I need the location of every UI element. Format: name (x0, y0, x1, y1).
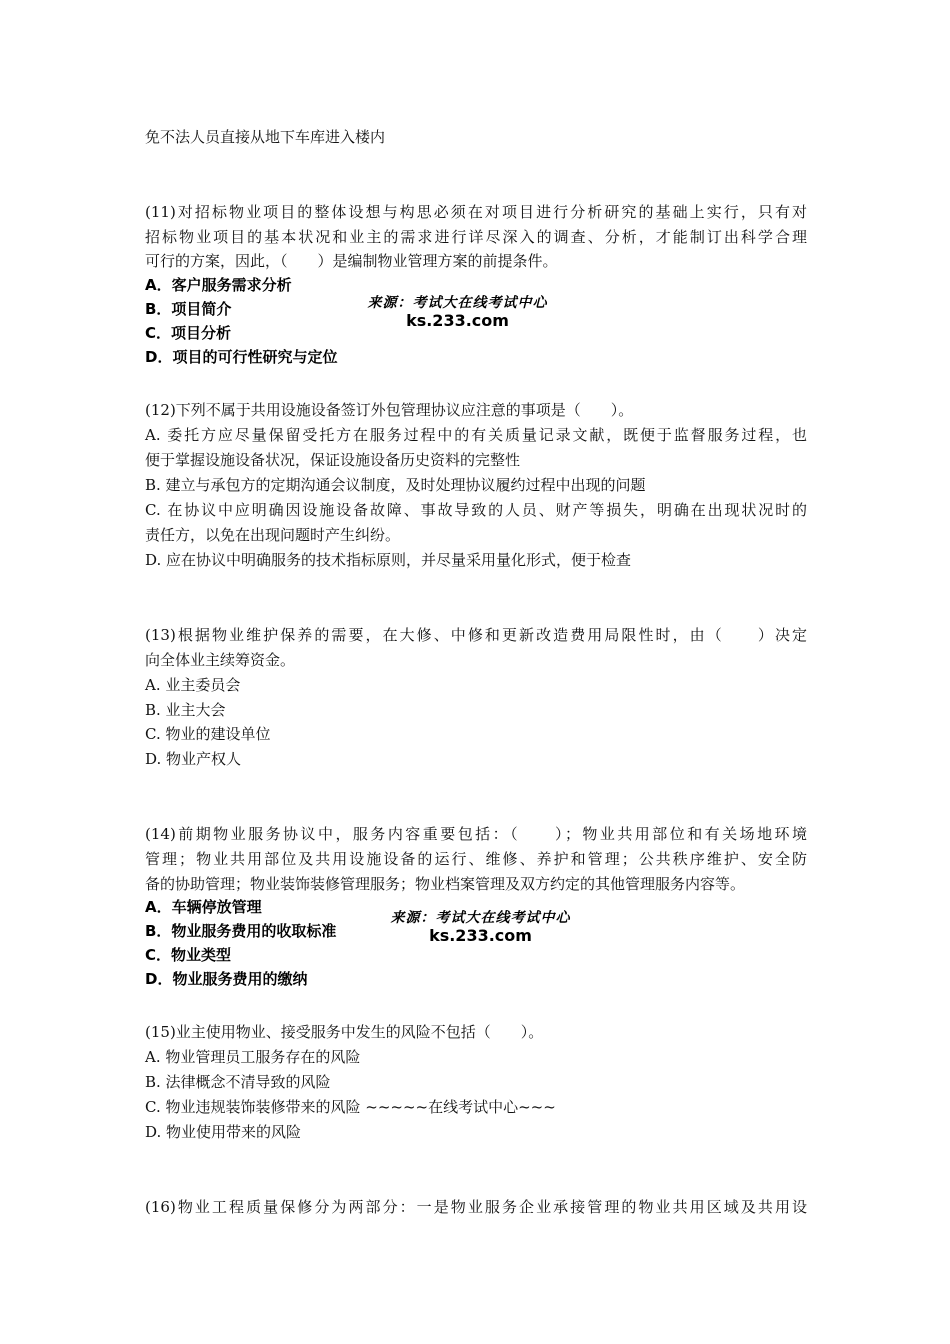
q11-option-c: C．项目分析 (145, 324, 232, 342)
q12-option-d: D. 应在协议中明确服务的技术指标原则，并尽量采用量化形式，便于检查 (145, 551, 632, 569)
q15-option-b: B. 法律概念不清导致的风险 (145, 1073, 331, 1091)
q11-watermark-source: 来源：考试大在线考试中心 (367, 295, 548, 311)
q11-watermark (355, 294, 560, 330)
q13-stem-line-2: 向全体业主续筹资金。 (145, 651, 296, 669)
q11-option-b: B．项目简介 (145, 300, 232, 318)
q12-stem: (12)下列不属于共用设施设备签订外包管理协议应注意的事项是（ ）。 (145, 401, 634, 419)
q11-option-d: D．项目的可行性研究与定位 (145, 348, 338, 366)
q14-option-d: D．物业服务费用的缴纳 (145, 970, 308, 988)
q12-option-a-line-2: 便于掌握设施设备状况，保证设施设备历史资料的完整性 (145, 451, 521, 469)
q11-watermark-site: ks.233.com (406, 311, 509, 330)
q15-option-a: A. 物业管理员工服务存在的风险 (145, 1048, 361, 1066)
q11-stem-line-3: 可行的方案，因此，（ ）是编制物业管理方案的前提条件。 (145, 252, 558, 270)
q16-stem-line-1: (16)物业工程质量保修分为两部分：一是物业服务企业承接管理的物业共用区域及共用设 (145, 1198, 807, 1216)
q13-stem-line-1: (13)根据物业维护保养的需要，在大修、中修和更新改造费用局限性时，由（ ）决定 (145, 626, 807, 644)
q12-option-c-line-1: C. 在协议中应明确因设施设备故障、事故导致的人员、财产等损失，明确在出现状况时的 (145, 501, 807, 519)
q14-option-a: A．车辆停放管理 (145, 898, 262, 916)
q15-option-c: C. 物业违规装饰装修带来的风险 ~~~~~在线考试中心~~~ (145, 1098, 556, 1116)
q11-option-a: A．客户服务需求分析 (145, 276, 292, 294)
q11-stem-line-2: 招标物业项目的基本状况和业主的需求进行详尽深入的调查、分析，才能制订出科学合理 (145, 228, 807, 246)
intro-text: 免不法人员直接从地下车库进入楼内 (145, 128, 386, 146)
q12-option-c-line-2: 责任方，以免在出现问题时产生纠纷。 (145, 526, 401, 544)
q14-stem-line-3: 备的协助管理；物业装饰装修管理服务；物业档案管理及双方约定的其他管理服务内容等。 (145, 875, 746, 893)
q14-watermark (378, 909, 583, 945)
q14-stem-line-2: 管理；物业共用部位及共用设施设备的运行、维修、养护和管理；公共秩序维护、安全防 (145, 850, 807, 868)
q12-option-b: B. 建立与承包方的定期沟通会议制度，及时处理协议履约过程中出现的问题 (145, 476, 646, 494)
q11-stem-line-1: (11)对招标物业项目的整体设想与构思必须在对项目进行分析研究的基础上实行，只有对 (145, 203, 807, 221)
q13-option-b: B. 业主大会 (145, 701, 226, 719)
q15-stem: (15)业主使用物业、接受服务中发生的风险不包括（ ）。 (145, 1023, 544, 1041)
q14-stem-line-1: (14)前期物业服务协议中，服务内容重要包括：（ ）；物业共用部位和有关场地环境 (145, 825, 807, 843)
q14-option-c: C．物业类型 (145, 946, 232, 964)
q14-watermark-site: ks.233.com (429, 926, 532, 945)
q13-option-c: C. 物业的建设单位 (145, 725, 271, 743)
q12-option-a-line-1: A. 委托方应尽量保留受托方在服务过程中的有关质量记录文献，既便于监督服务过程，也 (145, 426, 807, 444)
q13-option-a: A. 业主委员会 (145, 676, 241, 694)
q15-option-d: D. 物业使用带来的风险 (145, 1123, 302, 1141)
q13-option-d: D. 物业产权人 (145, 750, 242, 768)
q14-option-b: B．物业服务费用的收取标准 (145, 922, 337, 940)
q14-watermark-source: 来源：考试大在线考试中心 (390, 910, 571, 926)
